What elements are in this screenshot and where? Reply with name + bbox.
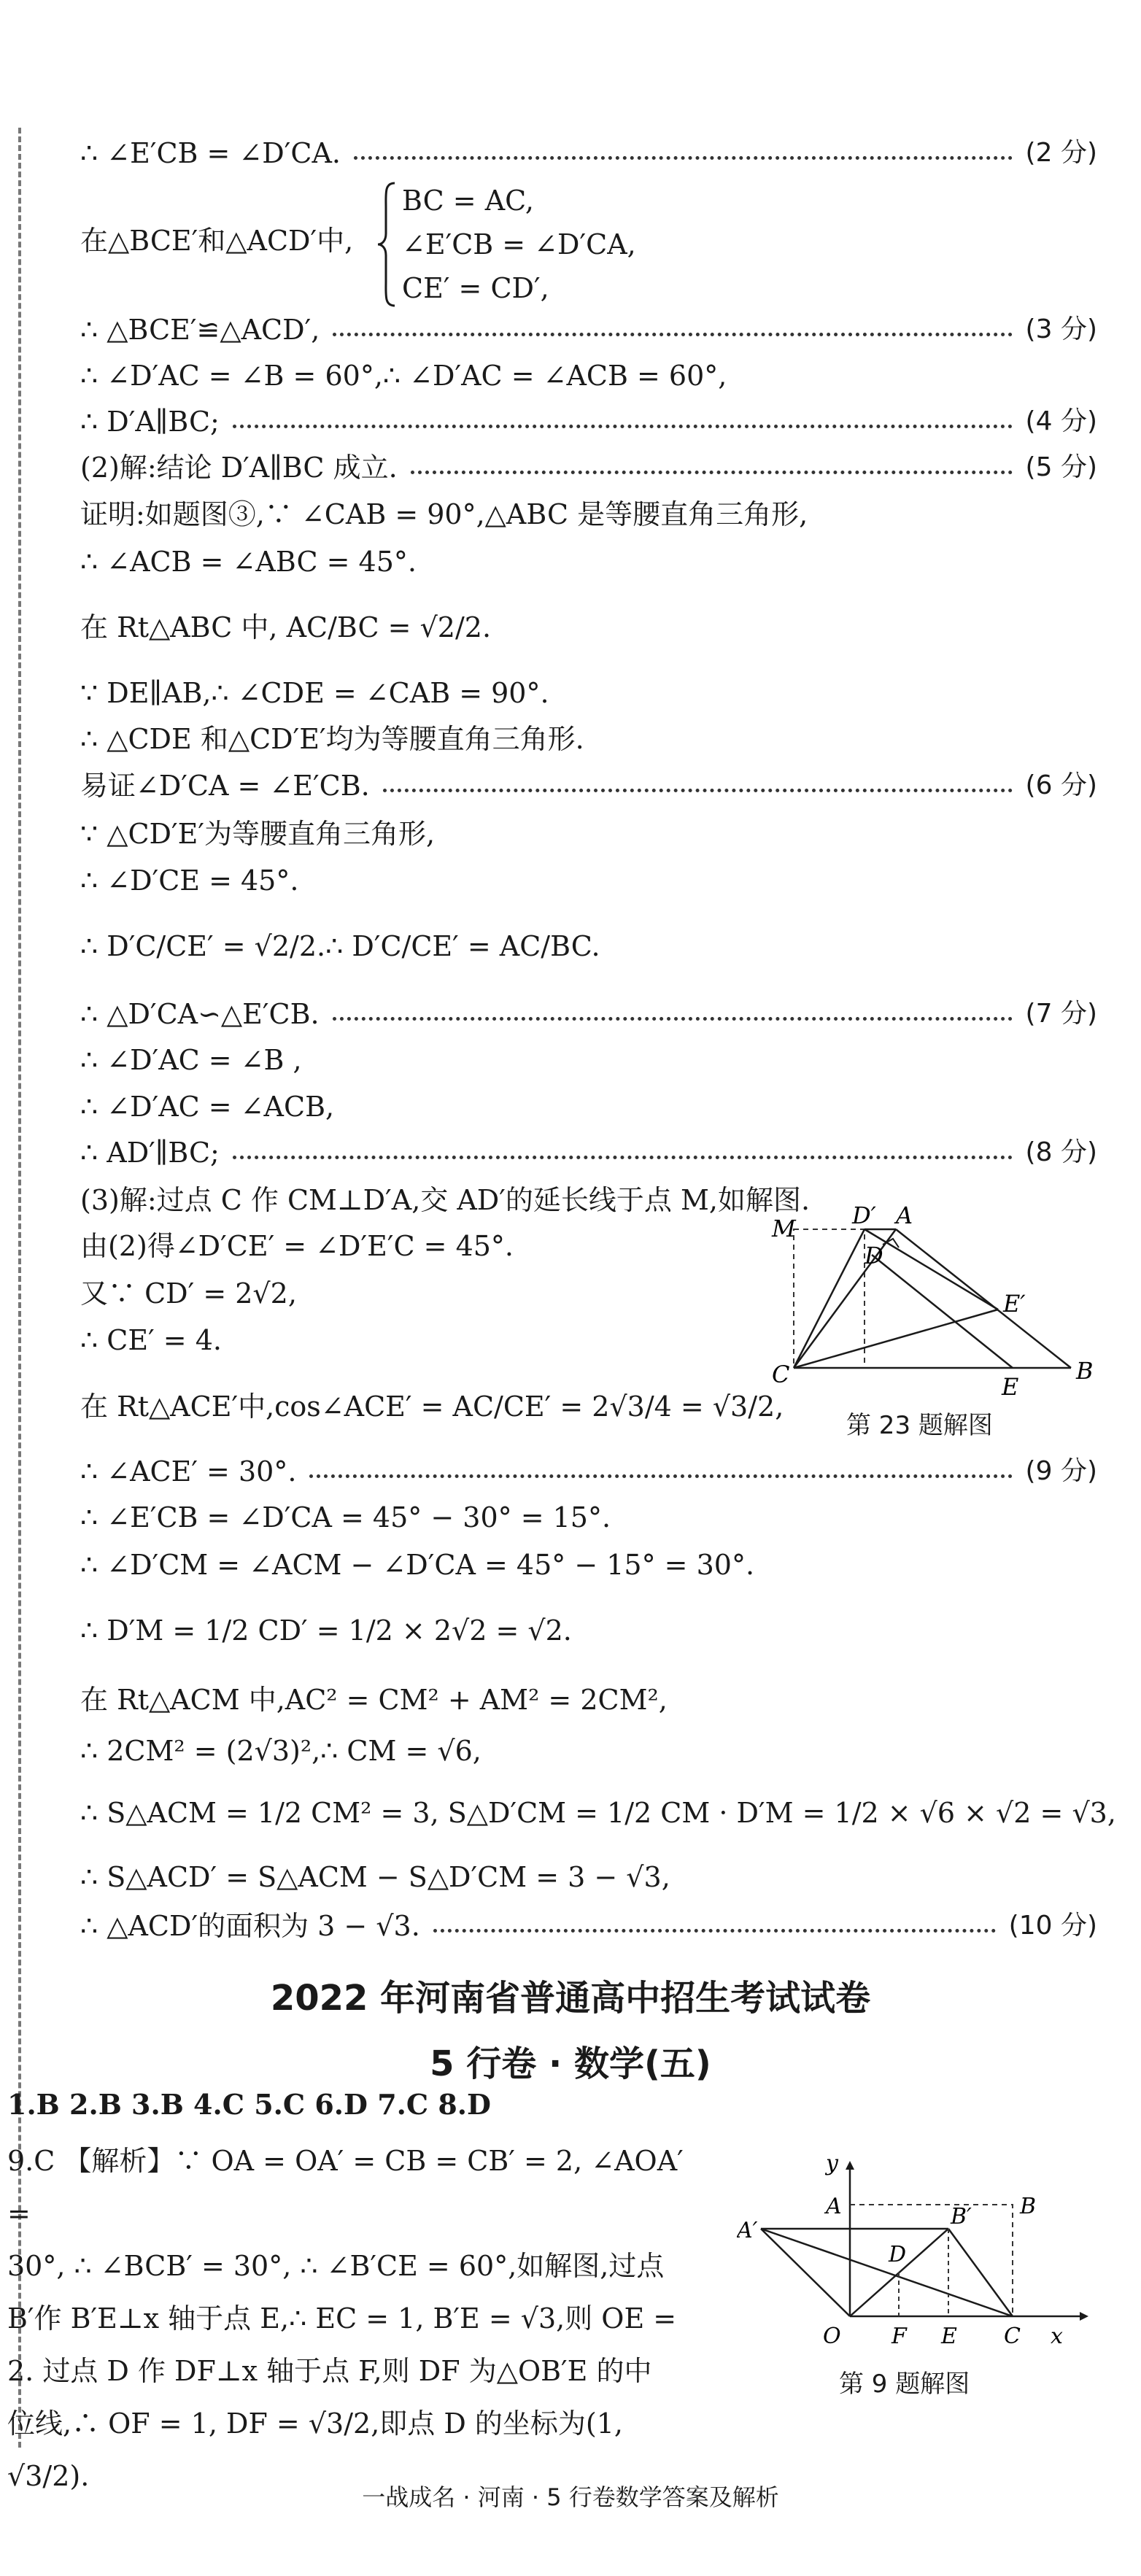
solution-line [80,862,298,899]
solution-line [80,1388,784,1425]
solution-line [80,1499,611,1536]
label-o: O [823,2324,841,2349]
solution-line [80,312,1097,348]
solution-line [80,928,600,964]
dot-leader [354,156,1013,160]
label-e: E [941,2324,957,2349]
segment-cd1 [794,1229,865,1368]
line-text: ∴ D′M = 1/2 CD′ = 1/2 × 2√2 = √2. [80,1614,572,1647]
section-subtitle: 5 行卷 · 数学(五) [430,2043,711,2084]
label-f: F [891,2324,907,2349]
line-text: ∴ △BCE′≌△ACD′, [80,314,320,346]
brace-row: CE′ = CD′, [402,272,549,304]
segment-ab [896,1229,1071,1368]
score-mark: (2 分) [1025,138,1097,168]
label-e: E [1002,1373,1019,1401]
line-text: ∴ ∠ACB = ∠ABC = 45°. [80,546,417,578]
label-b-prime: B′ [951,2204,972,2229]
line-text: ∴ D′C/CE′ = √2/2.∴ D′C/CE′ = AC/BC. [80,930,600,962]
solution-line [80,544,417,580]
dot-leader [433,1929,996,1933]
q9-line: 30°, ∴ ∠BCB′ = 30°, ∴ ∠B′CE = 60°,如解图,过点 [7,2250,665,2282]
right-angle-mark [883,1239,899,1248]
label-b: B [1020,2194,1037,2219]
dot-leader [383,789,1013,792]
figure-9-diagram [737,2152,1102,2356]
line-text: 在 Rt△ABC 中, AC/BC = √2/2. [80,611,492,643]
segment-b1c [948,2229,1013,2316]
solution-line [80,721,584,757]
solution-line [80,767,1097,804]
x-axis-arrow-icon [1080,2312,1088,2321]
line-text: ∴ S△ACD′ = S△ACM − S△D′CM = 3 − √3, [80,1861,670,1893]
label-x: x [1051,2324,1063,2349]
solution-line [80,1859,670,1895]
line-text: ∴ ∠D′AC = ∠ACB, [80,1091,335,1123]
q9-line: B′作 B′E⊥x 轴于点 E,∴ EC = 1, B′E = √3,则 OE = [7,2302,677,2335]
dot-leader [309,1474,1012,1478]
solution-line [80,1134,1097,1171]
brace-icon [376,179,398,310]
line-text: ∴ ∠D′CE = 45°. [80,865,299,897]
line-text: ∵ △CD′E′为等腰直角三角形, [80,818,436,850]
figure-23-caption: 第 23 题解图 [846,1411,993,1440]
solution-line [80,1795,1116,1831]
line-text: ∴ ∠E′CB = ∠D′CA. [80,137,341,169]
brace-row: BC = AC, [402,185,534,217]
line-text: ∴ △D′CA∽△E′CB. [80,998,320,1030]
dot-leader [233,1156,1013,1159]
score-mark: (6 分) [1025,770,1097,800]
solution-line [80,609,491,646]
solution-line [80,1322,222,1358]
score-mark: (8 分) [1025,1137,1097,1167]
q9-explanation [7,2135,708,2502]
label-d: D [865,1242,883,1269]
solution-line [80,223,353,259]
dot-leader [333,333,1012,336]
line-text: 在 Rt△ACM 中,AC² = CM² + AM² = 2CM², [80,1684,668,1716]
line-text: (3)解:过点 C 作 CM⊥D′A,交 AD′的延长线于点 M,如解图. [80,1184,811,1216]
solution-line [80,1228,514,1264]
line-text: ∴ S△ACM = 1/2 CM² = 3, S△D′CM = 1/2 CM · D′M = 1/2 × √6 × √2 = √3, [80,1797,1116,1829]
line-text: (2)解:结论 D′A∥BC 成立. [80,452,398,484]
solution-line [80,1682,668,1718]
label-a-prime: A′ [737,2218,758,2243]
page-footer: 一战成名 · 河南 · 5 行卷数学答案及解析 [362,2483,779,2511]
solution-line [80,1182,810,1218]
segment-d1e1 [865,1229,998,1310]
line-text: 在 Rt△ACE′中,cos∠ACE′ = AC/CE′ = 2√3/4 = √3/2, [80,1391,784,1423]
line-text: ∴ △CDE 和△CD′E′均为等腰直角三角形. [80,723,584,755]
score-mark: (5 分) [1025,452,1097,482]
label-e-prime: E′ [1003,1290,1026,1318]
label-m: M [772,1215,796,1242]
line-text: ∴ ∠D′CM = ∠ACM − ∠D′CA = 45° − 15° = 30°. [80,1549,755,1581]
line-text: ∴ 2CM² = (2√3)²,∴ CM = √6, [80,1735,481,1767]
solution-line [80,357,727,394]
label-c: C [1004,2324,1021,2349]
solution-line [80,1275,297,1312]
score-mark: (3 分) [1025,314,1097,344]
segment-oa1 [761,2229,850,2316]
line-text: ∴ ∠D′AC = ∠B = 60°,∴ ∠D′AC = ∠ACB = 60°, [80,360,727,392]
solution-line [80,449,1097,486]
line-text: 易证∠D′CA = ∠E′CB. [80,770,370,802]
label-a: A [896,1202,913,1229]
label-c: C [772,1361,790,1388]
solution-line [80,816,435,852]
solution-line [80,135,1097,171]
q9-line: 2. 过点 D 作 DF⊥x 轴于点 F,则 DF 为△OB′E 的中 [7,2355,652,2387]
dashed-rect-ab [850,2205,1013,2316]
score-mark: (7 分) [1025,999,1097,1029]
segment-ce1 [794,1310,998,1368]
solution-line [80,1042,302,1078]
solution-line [80,1612,572,1649]
label-a: A [826,2194,842,2219]
dot-leader [333,1017,1013,1021]
solution-line [80,1547,754,1583]
y-axis-arrow-icon [846,2161,854,2170]
label-b: B [1076,1357,1094,1385]
section-title: 2022 年河南省普通高中招生考试试卷 [270,1978,871,2019]
q9-line: 位线,∴ OF = 1, DF = √3/2,即点 D 的坐标为(1, √3/2). [7,2407,623,2492]
dot-leader [233,425,1013,428]
line-text: ∴ ∠D′AC = ∠B , [80,1044,302,1076]
line-text: ∵ DE∥AB,∴ ∠CDE = ∠CAB = 90°. [80,677,549,709]
line-text: 由(2)得∠D′CE′ = ∠D′E′C = 45°. [80,1230,514,1262]
line-text: ∴ D′A∥BC; [80,406,220,438]
solution-line [80,1453,1097,1490]
line-text: ∴ AD′∥BC; [80,1137,220,1169]
line-text: 在△BCE′和△ACD′中, [80,225,354,257]
line-text: ∴ ∠ACE′ = 30°. [80,1455,297,1488]
solution-line [80,403,1097,440]
figure-23-diagram [759,1196,1102,1415]
brace-row: ∠E′CB = ∠D′CA, [402,228,636,260]
label-y: y [826,2152,838,2176]
line-text: 又∵ CD′ = 2√2, [80,1277,297,1310]
dot-leader [411,471,1013,474]
solution-line [80,1733,481,1769]
line-text: 证明:如题图③,∵ ∠CAB = 90°,△ABC 是等腰直角三角形, [80,498,808,530]
solution-line [80,1088,334,1125]
line-text: ∴ △ACD′的面积为 3 − √3. [80,1910,420,1942]
score-mark: (10 分) [1008,1911,1097,1941]
solution-line [80,996,1097,1032]
multiple-choice-answers: 1.B 2.B 3.B 4.C 5.C 6.D 7.C 8.D [7,2088,491,2121]
score-mark: (4 分) [1025,406,1097,436]
score-mark: (9 分) [1025,1456,1097,1486]
line-text: ∴ ∠E′CB = ∠D′CA = 45° − 30° = 15°. [80,1501,611,1533]
solution-line [80,496,808,533]
q9-line: 9.C 【解析】∵ OA = OA′ = CB = CB′ = 2, ∠AOA′ = [7,2145,684,2229]
segment-a1c [761,2229,1013,2316]
label-d-prime: D′ [852,1202,876,1229]
figure-9-caption: 第 9 题解图 [839,2370,970,2399]
line-text: ∴ CE′ = 4. [80,1324,222,1356]
label-d: D [889,2242,907,2267]
solution-line [80,675,549,711]
solution-line [80,1908,1097,1944]
